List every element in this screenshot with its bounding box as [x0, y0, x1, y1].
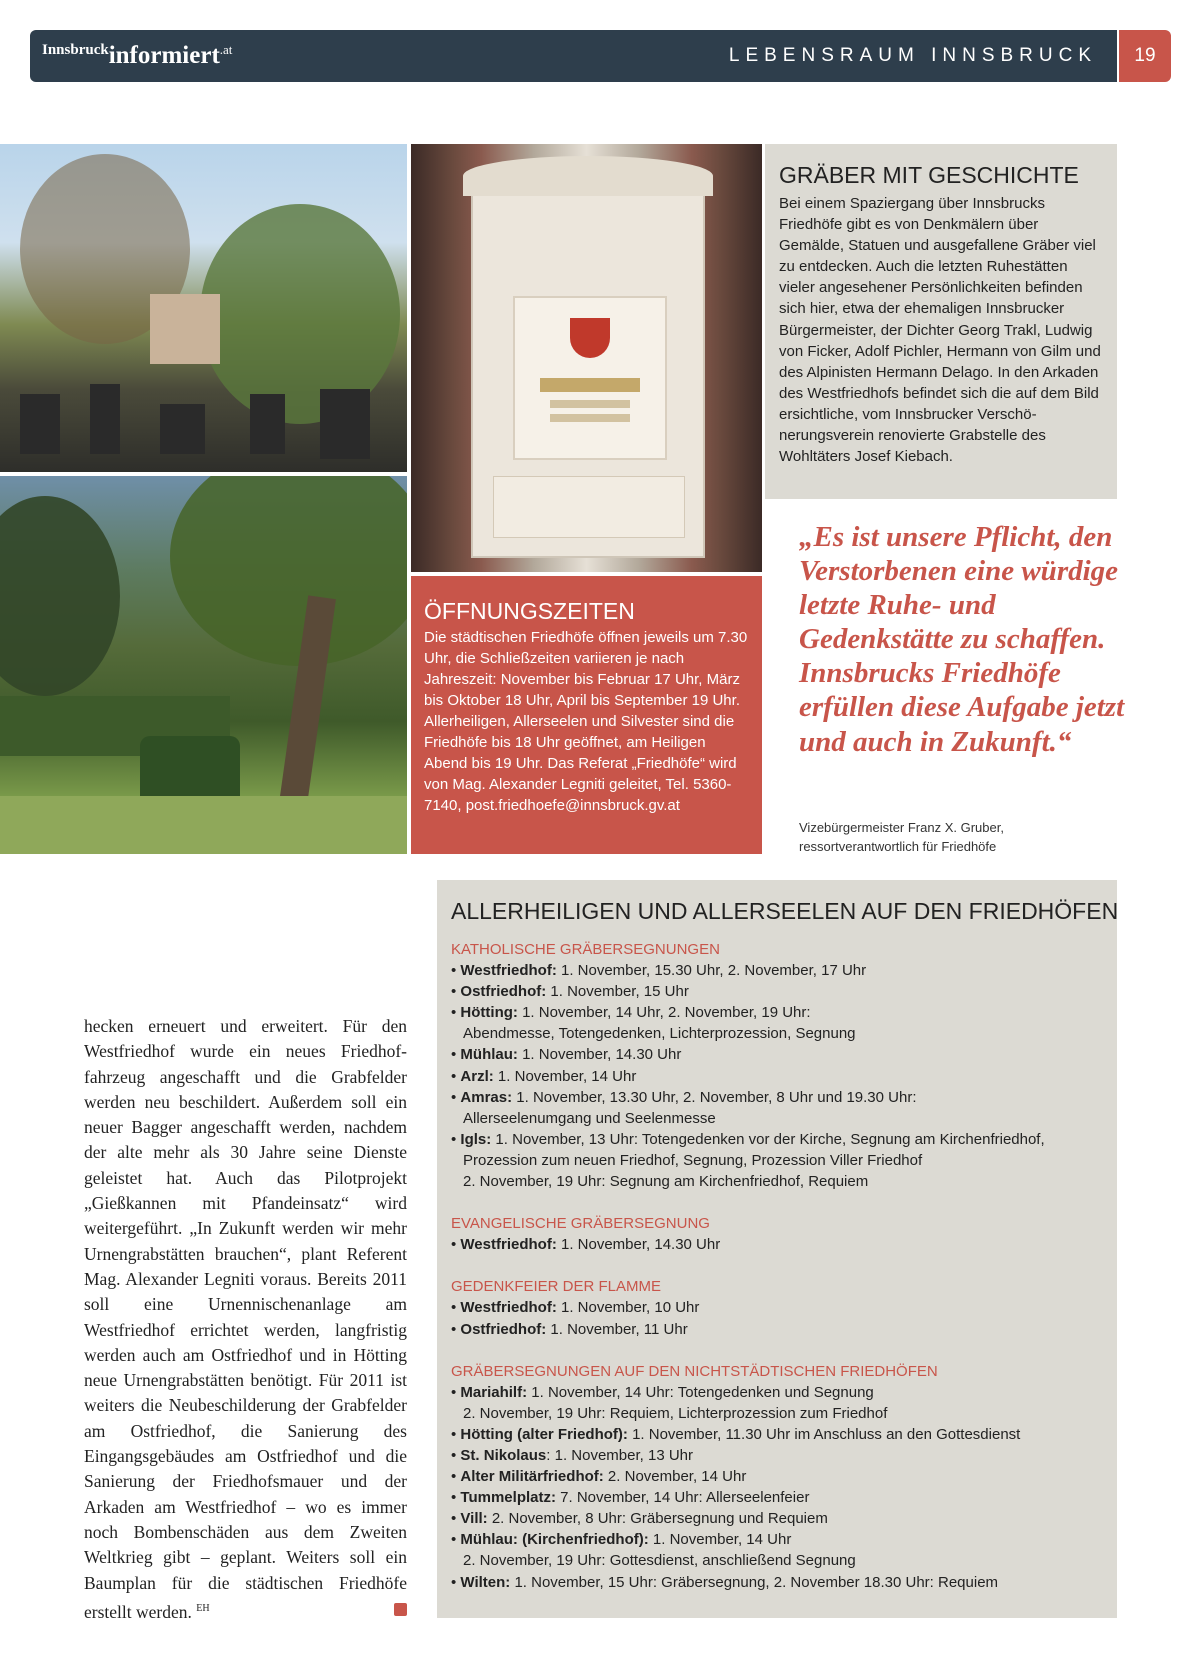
schedule-details: 1. November, 10 Uhr	[556, 1299, 700, 1317]
schedule-details: 2. November, 8 Uhr: Gräbersegnung und Requiem	[487, 1510, 828, 1528]
schedule-item-continuation: 2. November, 19 Uhr: Gottesdienst, anschließend Segnung	[463, 1552, 856, 1570]
schedule-details: : 1. November, 13 Uhr	[546, 1446, 694, 1464]
schedule-details: 1. November, 15 Uhr: Gräbersegnung, 2. November 18.30 Uhr: Requiem	[510, 1573, 999, 1591]
schedule-details: 1. November, 14.30 Uhr	[556, 1236, 721, 1254]
schedule-item	[451, 1234, 1117, 1255]
schedule-box	[437, 880, 1117, 1618]
article-body: hecken erneuert und erweitert. Für den Westfriedhof wurde ein neues Friedhoffahrzeug angeschafft und die Grabfelder werden neu beschildert. Außerdem soll ein neuer Bagger angeschafft werden, nachdem der alte mehr als 30 Jahre seine Dienste geleistet hat. Auch das Pilotprojekt „Gießkannen mit Pfandeinsatz“ wird weitergeführt. „In Zukunft werden wir mehr Urnengrabstätten brauchen“, plant Referent Mag. Alexander Legniti voraus. Bereits 2011 soll eine Urnennischenanlage am Westfriedhof errichtet werden, langfristig werden auch am Ostfriedhof und in Hötting neue Urnengrabstätten benötigt. Für 2011 ist weiters die Neubeschilderung der Grabfelder am Ostfriedhof, die Sanierung des Eingangsgebäudes am Ostfriedhof und die Sanierung der Friedhofsmauer und der Arkaden am Westfriedhof – wo es immer noch Bombenschäden aus dem Zweiten Weltkrieg gibt – geplant. Weiters soll ein Baumplan für die städtischen Friedhöfe erstellt werden.	[84, 1016, 407, 1622]
kiebach-grave-photo	[411, 144, 762, 572]
schedule-details: 1. November, 11.30 Uhr im Anschluss an den Gottesdienst	[627, 1425, 1021, 1443]
schedule-place: Tummelplatz:	[460, 1489, 556, 1507]
plaque	[513, 296, 667, 460]
schedule-item	[451, 1319, 1117, 1340]
bullet: •	[451, 1468, 461, 1486]
schedule-details: 2. November, 14 Uhr	[603, 1468, 747, 1486]
schedule-details: 1. November, 14.30 Uhr	[517, 1046, 682, 1064]
graves-history-title: GRÄBER MIT GESCHICHTE	[779, 162, 1079, 188]
bullet: •	[451, 1046, 461, 1064]
opening-hours-box	[411, 576, 762, 854]
schedule-section-heading: GEDENKFEIER DER FLAMME	[451, 1278, 662, 1296]
schedule-section-heading: GRÄBERSEGNUNGEN AUF DEN NICHTSTÄDTISCHEN FRIEDHÖFEN	[451, 1362, 938, 1380]
schedule-item	[451, 1297, 1117, 1318]
author-initials: EH	[196, 1602, 210, 1614]
bullet: •	[451, 1088, 461, 1106]
schedule-place: Amras:	[460, 1088, 513, 1106]
schedule-place: Alter Militärfriedhof:	[460, 1468, 604, 1486]
bullet: •	[451, 983, 461, 1001]
logo-small: Innsbruck	[42, 42, 109, 58]
schedule-item	[451, 981, 1117, 1002]
schedule-item	[451, 1487, 1117, 1508]
schedule-details: 1. November, 14 Uhr	[648, 1531, 792, 1549]
end-mark	[394, 1603, 407, 1616]
schedule-place: Mariahilf:	[460, 1383, 528, 1401]
bullet: •	[451, 962, 461, 980]
schedule-details: 1. November, 13 Uhr: Totengedenken vor der Kirche, Segnung am Kirchenfriedhof,	[491, 1130, 1045, 1148]
schedule-title: ALLERHEILIGEN UND ALLERSEELEN AUF DEN FRIEDHÖFEN	[451, 898, 1119, 924]
bullet: •	[451, 1299, 461, 1317]
page-header	[30, 30, 1117, 82]
schedule-place: Hötting (alter Friedhof):	[460, 1425, 628, 1443]
schedule-place: Westfriedhof:	[460, 1236, 557, 1254]
bullet: •	[451, 1446, 461, 1464]
schedule-place: Hötting:	[460, 1004, 518, 1022]
schedule-section-heading: KATHOLISCHE GRÄBERSEGNUNGEN	[451, 941, 720, 958]
graves-history-text: Bei einem Spaziergang über Innsbrucks Friedhöfe gibt es von Denkmälern über Gemälde, Statuen und ausgefallene Gräber viel zu entdecken. Auch die letzten Ruhestätten vieler angesehener Persönlichkeiten befinden sich hier, etwa der ehemaligen Innsbrucker Bürgermeister, der Dichter Georg Trakl, Ludwig von Ficker, Adolf Pichler, Hermann von Gilm und des Alpinisten Hermann Delago. In den Arkaden des Westfriedhofs befindet sich die auf dem Bild ersichtliche, vom Innsbrucker Verschönerungsverein renovierte Grabstelle des Wohltäters Josef Kiebach.	[779, 195, 1101, 466]
schedule-item-continuation: 2. November, 19 Uhr: Requiem, Lichterprozession zum Friedhof	[463, 1404, 888, 1422]
schedule-details: 1. November, 14 Uhr, 2. November, 19 Uhr:	[517, 1004, 811, 1022]
schedule-item	[451, 1044, 1117, 1065]
schedule-item	[451, 1424, 1117, 1445]
opening-hours-title: ÖFFNUNGSZEITEN	[424, 598, 635, 624]
graves-history-box	[765, 144, 1117, 499]
schedule-details: 1. November, 11 Uhr	[546, 1320, 688, 1338]
schedule-item	[451, 960, 1117, 981]
schedule-item	[451, 1508, 1117, 1529]
schedule-place: Igls:	[460, 1130, 492, 1148]
bullet: •	[451, 1531, 461, 1549]
bullet: •	[451, 1510, 461, 1528]
section-title: LEBENSRAUM INNSBRUCK	[728, 45, 1097, 66]
schedule-place: Westfriedhof:	[460, 962, 557, 980]
logo-suffix: .at	[219, 42, 233, 57]
logo	[42, 42, 232, 70]
schedule-details: 7. November, 14 Uhr: Allerseelenfeier	[555, 1489, 810, 1507]
schedule-item	[451, 1572, 1117, 1593]
schedule-place: Vill:	[460, 1510, 488, 1528]
schedule-item	[451, 1129, 1117, 1150]
schedule-item	[451, 1445, 1117, 1466]
schedule-item	[451, 1087, 1117, 1108]
schedule-item	[451, 1529, 1117, 1550]
schedule-item-continuation: Allerseelenumgang und Seelenmesse	[463, 1109, 716, 1127]
page-number: 19	[1119, 30, 1171, 82]
schedule-item	[451, 1066, 1117, 1087]
schedule-item-continuation: 2. November, 19 Uhr: Segnung am Kirchenfriedhof, Requiem	[463, 1173, 869, 1191]
opening-hours-text: Die städtischen Friedhöfe öffnen jeweils um 7.30 Uhr, die Schließzeiten variieren je nach Jahreszeit: November bis Februar 17 Uhr, März bis Oktober 18 Uhr, April bis September 19 Uhr. Allerheiligen, Allerseelen und Silvester sind die Friedhöfe bis 18 Uhr geöffnet, am Heiligen Abend bis 19 Uhr. Das Referat „Friedhöfe“ wird von Mag. Alexander Legniti geleitet, Tel. 5360-7140, post.friedhoefe@innsbruck.gv.at	[424, 629, 748, 814]
schedule-details: 1. November, 15.30 Uhr, 2. November, 17 Uhr	[556, 962, 867, 980]
schedule-place: Westfriedhof:	[460, 1299, 557, 1317]
schedule-place: Wilten:	[460, 1573, 511, 1591]
quote-author-line2: ressortverantwortlich für Friedhöfe	[799, 839, 997, 854]
schedule-place: Ostfriedhof:	[460, 1320, 547, 1338]
schedule-place: St. Nikolaus	[460, 1446, 547, 1464]
article-text	[84, 1014, 407, 1625]
schedule-item	[451, 1382, 1117, 1403]
schedule-section-heading: EVANGELISCHE GRÄBERSEGNUNG	[451, 1215, 710, 1233]
bullet: •	[451, 1425, 461, 1443]
bullet: •	[451, 1573, 461, 1591]
schedule-details: 1. November, 13.30 Uhr, 2. November, 8 Uhr und 19.30 Uhr:	[512, 1088, 917, 1106]
bullet: •	[451, 1130, 461, 1148]
bullet: •	[451, 1489, 461, 1507]
schedule-details: 1. November, 15 Uhr	[546, 983, 689, 1001]
schedule-item-continuation: Abendmesse, Totengedenken, Lichterprozession, Segnung	[463, 1025, 856, 1043]
bullet: •	[451, 1236, 461, 1254]
quote-author	[799, 818, 1129, 856]
schedule-place: Mühlau: (Kirchenfriedhof):	[460, 1531, 649, 1549]
schedule-place: Mühlau:	[460, 1046, 518, 1064]
schedule-details: 1. November, 14 Uhr	[493, 1067, 637, 1085]
cemetery-garden-photo	[0, 476, 407, 854]
bullet: •	[451, 1383, 461, 1401]
schedule-item-continuation: Prozession zum neuen Friedhof, Segnung, Prozession Viller Friedhof	[463, 1151, 923, 1169]
bullet: •	[451, 1067, 461, 1085]
schedule-list	[451, 939, 1117, 1593]
bullet: •	[451, 1004, 461, 1022]
cemetery-photo	[0, 144, 407, 472]
bullet: •	[451, 1320, 461, 1338]
schedule-item	[451, 1002, 1117, 1023]
quote-author-line1: Vizebürgermeister Franz X. Gruber,	[799, 820, 1004, 835]
schedule-place: Arzl:	[460, 1067, 494, 1085]
schedule-details: 1. November, 14 Uhr: Totengedenken und Segnung	[527, 1383, 874, 1401]
monument	[471, 174, 705, 558]
schedule-place: Ostfriedhof:	[460, 983, 547, 1001]
logo-main: informiert	[108, 42, 220, 69]
pull-quote: „Es ist unsere Pflicht, den Verstorbenen eine würdige letzte Ruhe- und Gedenkstätte zu schaffen. Innsbrucks Friedhöfe erfüllen diese Aufgabe jetzt und auch in Zukunft.“	[799, 521, 1125, 758]
schedule-item	[451, 1466, 1117, 1487]
